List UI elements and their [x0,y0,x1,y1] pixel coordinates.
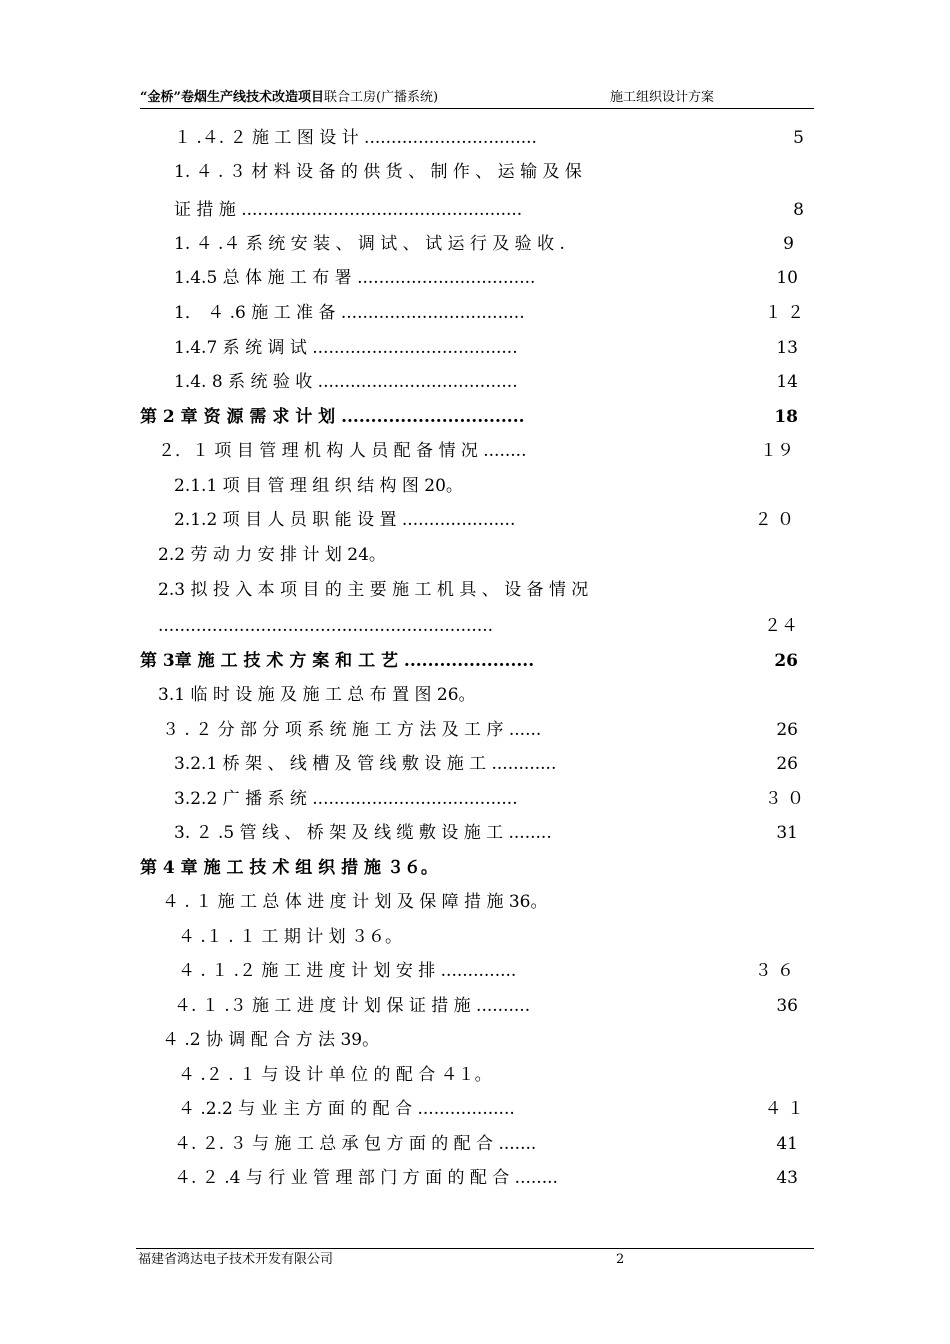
toc-entry-title: 3.1 临 时 设 施 及 施 工 总 布 置 图 26。 [158,685,476,705]
page-header [140,90,814,109]
toc-chapter-title: 第 2 章 资 源 需 求 计 划 ............................... [140,407,525,427]
toc-entry-title: ４ . １ .２ 施 工 进 度 计 划 安 排 .............. [178,961,517,981]
toc-entry-title: 证 措 施 .................................................... [174,200,523,220]
toc-entry-page: 13 [776,338,798,358]
toc-entry-page: １９ [760,441,794,461]
toc-entry-page: 31 [776,823,798,843]
toc-entry-page: 26 [776,720,798,740]
toc-entry-title: 2.2 劳 动 力 安 排 计 划 24。 [158,545,386,565]
toc-entry-title: 1． ４ .6 施 工 准 备 .................................. [174,303,525,323]
toc-entry-title: 1.4.5 总 体 施 工 布 署 ................................. [174,268,536,288]
toc-entry[interactable] [174,787,804,811]
header-title-bold: “金桥”卷烟生产线技术改造项目 [140,90,324,105]
toc-entry-page: ２ ０ [754,510,794,530]
toc-entry-title: 1. ４ .４ 系 统 安 装 、 调 试 、 试 运 行 及 验 收 . [174,234,565,254]
header-right: 施工组织设计方案 [610,90,715,105]
toc-entry-page: 5 [793,128,804,148]
toc-entry[interactable] [162,1028,762,1052]
toc-entry[interactable] [174,752,798,776]
header-title [140,90,438,106]
toc-entry-title: 3.2.1 桥 架 、 线 槽 及 管 线 敷 设 施 工 ............ [174,754,557,774]
toc-entry[interactable] [158,683,758,707]
toc-entry[interactable] [174,994,798,1018]
toc-chapter-title: 第 3章 施 工 技 术 方 案 和 工 艺 ...................... [140,651,535,671]
toc-entry-page: 26 [776,754,798,774]
toc-entry[interactable] [174,266,798,290]
toc-entry-title: ４ .2 协 调 配 合 方 法 39。 [162,1030,380,1050]
toc-entry-title: .............................................................. [158,616,494,636]
toc-entry[interactable] [162,890,782,914]
toc-entry-title: 2.3 拟 投 入 本 项 目 的 主 要 施 工 机 具 、 设 备 情 况 [158,580,589,600]
toc-entry[interactable] [174,126,804,150]
toc-entry-page: 36 [776,996,798,1016]
toc-chapter[interactable] [140,405,798,429]
toc-entry[interactable] [178,925,778,949]
toc-chapter[interactable] [140,649,798,673]
toc-entry[interactable] [158,543,758,567]
toc-entry-title: 1.4.7 系 统 调 试 ...................................... [174,338,518,358]
toc-chapter-title: 第 4 章 施 工 技 术 组 织 措 施 ３６。 [140,858,438,878]
toc-entry-page: 9 [783,234,794,254]
toc-entry[interactable] [174,160,804,184]
toc-entry-page: １ ２ [764,303,804,323]
toc-entry-title: ２．１ 项 目 管 理 机 构 人 员 配 备 情 况 ........ [158,441,527,461]
toc-entry[interactable] [174,232,794,256]
footer-page-number: 2 [616,1252,625,1267]
toc-entry-title: ４. １ .３ 施 工 进 度 计 划 保 证 措 施 .......... [174,996,531,1016]
toc-entry[interactable] [158,439,794,463]
toc-entry-title: 3.2.2 广 播 系 统 ...................................... [174,789,518,809]
toc-entry[interactable] [174,821,798,845]
toc-entry-title: ４ . １ 施 工 总 体 进 度 计 划 及 保 障 措 施 36。 [162,892,548,912]
toc-entry-page: 41 [776,1134,798,1154]
toc-entry-title: １ .４. ２ 施 工 图 设 计 ................................ [174,128,537,148]
toc-entry-title: ４. ２. ３ 与 施 工 总 承 包 方 面 的 配 合 ....... [174,1134,537,1154]
toc-entry-title: 1. ４ . ３ 材 料 设 备 的 供 货 、 制 作 、 运 输 及 保 [174,162,582,182]
toc-entry[interactable] [158,614,798,638]
toc-entry-page: 10 [776,268,798,288]
toc-entry[interactable] [174,301,804,325]
page-footer [136,1248,814,1269]
toc-entry[interactable] [174,336,798,360]
toc-chapter-page: 18 [774,407,798,427]
toc-entry[interactable] [158,578,798,602]
toc-entry-page: ３ ０ [764,789,804,809]
toc-entry-page: ４ １ [764,1099,804,1119]
toc-entry-page: 8 [793,200,804,220]
footer-company: 福建省鸿达电子技术开发有限公司 [138,1252,334,1267]
toc-entry[interactable] [178,1063,778,1087]
toc-entry-page: ３ ６ [754,961,794,981]
toc-entry-title: 2.1.1 项 目 管 理 组 织 结 构 图 20。 [174,476,463,496]
toc-entry-title: 1.4. 8 系 统 验 收 ..................................... [174,372,518,392]
header-title-rest: 联合工房(广播系统) [323,90,439,105]
toc-entry[interactable] [174,508,794,532]
toc-entry-title: ３ . ２ 分 部 分 项 系 统 施 工 方 法 及 工 序 ...... [162,720,542,740]
toc-chapter-page: 26 [774,651,798,671]
toc-entry[interactable] [178,1097,804,1121]
toc-entry-page: 43 [776,1168,798,1188]
toc-entry-title: ４. ２ .4 与 行 业 管 理 部 门 方 面 的 配 合 ........ [174,1168,558,1188]
toc-entry[interactable] [174,370,798,394]
toc-entry-title: ４ .2.2 与 业 主 方 面 的 配 合 .................. [178,1099,515,1119]
toc-entry-title: 3. ２ .5 管 线 、 桥 架 及 线 缆 敷 设 施 工 ........ [174,823,552,843]
toc-entry-page: 14 [776,372,798,392]
toc-entry-title: ４ .２ . １ 与 设 计 单 位 的 配 合 ４１。 [178,1065,492,1085]
toc-entry[interactable] [162,718,798,742]
toc-entry[interactable] [174,198,804,222]
toc-entry[interactable] [174,474,774,498]
toc-entry[interactable] [174,1166,798,1190]
toc-entry-title: 2.1.2 项 目 人 员 职 能 设 置 ..................... [174,510,516,530]
toc-entry-page: ２４ [764,616,798,636]
toc-chapter[interactable] [140,856,780,880]
toc-entry[interactable] [174,1132,798,1156]
toc-entry-title: ４ .１ . １ 工 期 计 划 ３６。 [178,927,403,947]
toc-entry[interactable] [178,959,794,983]
